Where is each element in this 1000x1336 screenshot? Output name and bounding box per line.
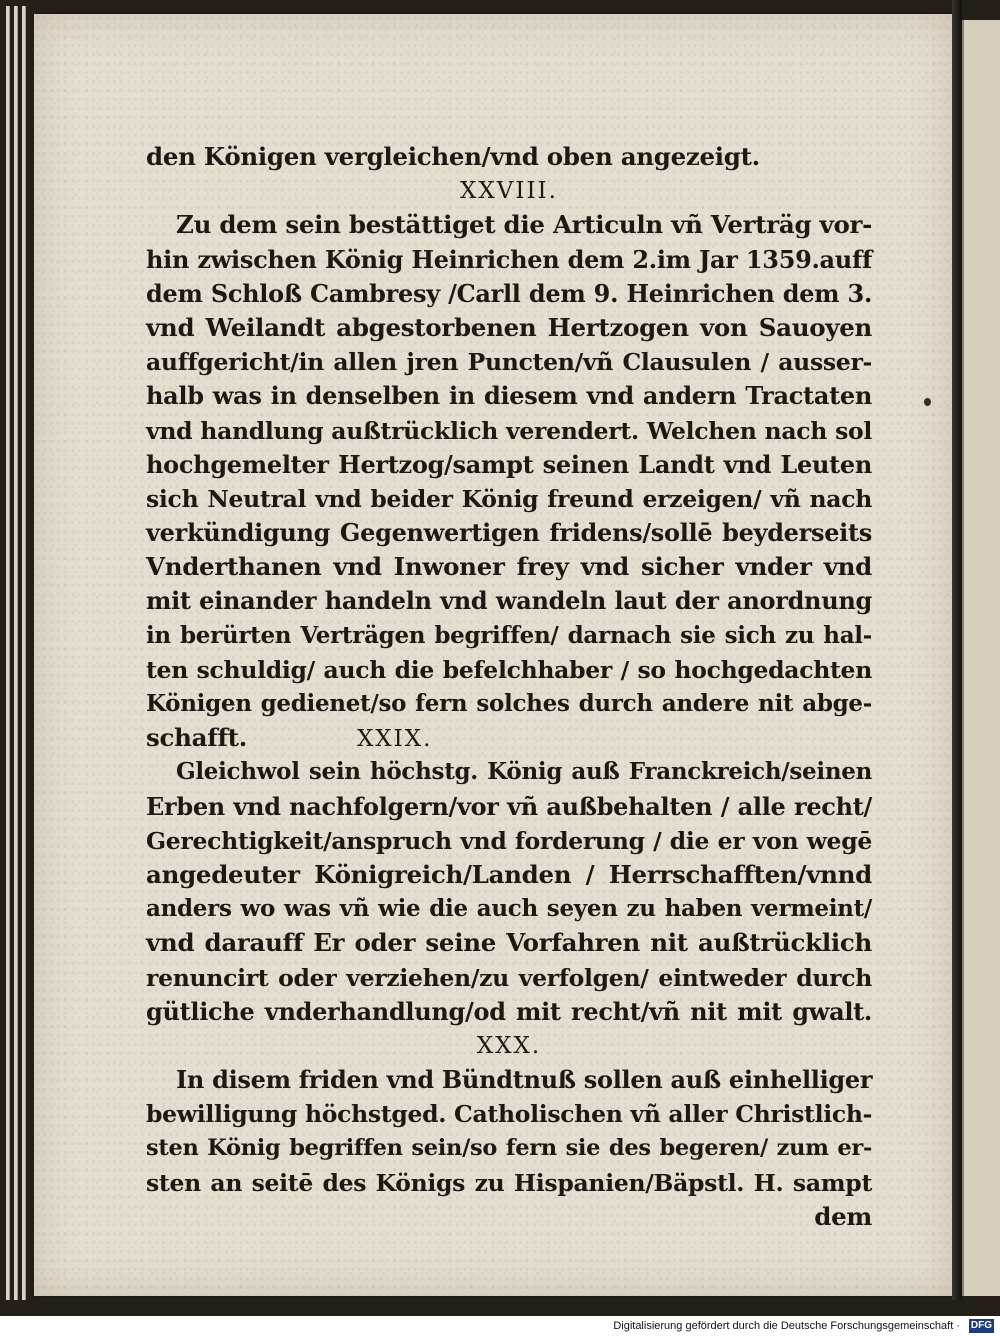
dfg-logo-icon: DFG: [970, 1320, 992, 1331]
facing-page-edge: [962, 20, 1000, 1296]
ink-stain: [924, 398, 931, 406]
text-line: Vnderthanen vnd Inwoner frey vnd sicher vnder vnd: [146, 552, 872, 582]
page-text: [146, 140, 872, 1234]
text-line: dem Schloß Cambresy /Carll dem 9. Heinrichen dem 3.: [146, 278, 872, 308]
text-line: bewilligung höchstged. Catholischen vñ aller Christlich-: [146, 1100, 873, 1129]
text-line: in berürten Verträgen begriffen/ darnach sie sich zu hal-: [146, 621, 872, 649]
text-line: Gleichwol sein höchstg. König auß Franckreich/seinen: [176, 758, 872, 786]
text-line: anders wo was vñ wie die auch seyen zu haben vermeint/: [146, 895, 872, 923]
text-line: hin zwischen König Heinrichen dem 2.im Jar 1359.auff: [146, 244, 872, 274]
text-line: sich Neutral vnd beider König freund erzeigen/ vñ nach: [146, 484, 872, 513]
text-line: hochgemelter Hertzog/sampt seinen Landt vnd Leuten: [146, 449, 872, 479]
text-line-end: schafft.: [146, 723, 247, 753]
section-heading: XXVIII.: [460, 178, 558, 205]
text-line: mit einander handeln vnd wandeln laut der anordnung: [146, 586, 872, 616]
text-line: [146, 721, 872, 755]
text-line: Erben vnd nachfolgern/vor vñ außbehalten / alle recht/: [146, 791, 872, 821]
text-line: Zu dem sein bestättiget die Articuln vñ Verträg vor-: [176, 210, 872, 240]
binding-gutter: [952, 0, 962, 1300]
text-line: ten schuldig/ auch die befelchhaber / so hochgedachten: [146, 655, 872, 684]
text-line: sten König begriffen sein/so fern sie des begeren/ zum er-: [146, 1135, 872, 1162]
text-line: verkündigung Gegenwertigen fridens/sollē beyderseits: [146, 518, 872, 548]
footer-text: Digitalisierung gefördert durch die Deutsche Forschungsgemeinschaft ·: [613, 1320, 960, 1332]
text-line: sten an seitē des Königs zu Hispanien/Bäpstl. H. sampt: [146, 1168, 872, 1197]
text-line: auffgericht/in allen jren Puncten/vñ Clausulen / ausser-: [146, 348, 872, 377]
text-line: gütliche vnderhandlung/od mit recht/vñ nit mit gwalt.: [146, 996, 872, 1026]
text-line: vnd darauff Er oder seine Vorfahren nit außtrücklich: [146, 928, 872, 958]
text-line: vnd handlung außtrücklich verendert. Welchen nach sol: [146, 416, 872, 445]
page-stack-edge: [6, 6, 10, 1300]
text-line: halb was in denselben in diesem vnd andern Tractaten: [146, 381, 872, 411]
digitization-footer: [0, 1316, 1000, 1336]
text-line: angedeuter Königreich/Landen / Herrschafften/vnnd: [146, 859, 872, 889]
catchword: dem: [814, 1201, 872, 1231]
text-line: Gerechtigkeit/anspruch vnd forderung / die er von wegē: [146, 826, 872, 855]
text-line: vnd Weilandt abgestorbenen Hertzogen von Sauoyen: [146, 312, 872, 342]
page-stack-edge: [14, 6, 18, 1300]
text-line: Königen gedienet/so fern solches durch andere nit abge-: [146, 690, 872, 717]
section-heading: XXX.: [476, 1032, 542, 1059]
text-line: In disem friden vnd Bündtnuß sollen auß einhelliger: [176, 1065, 873, 1095]
section-heading: XXIX.: [356, 726, 433, 753]
text-line: den Königen vergleichen/vnd oben angezeigt.: [146, 142, 760, 171]
page-stack-edge: [22, 6, 26, 1300]
text-line: renuncirt oder verziehen/zu verfolgen/ eintweder durch: [146, 963, 872, 992]
